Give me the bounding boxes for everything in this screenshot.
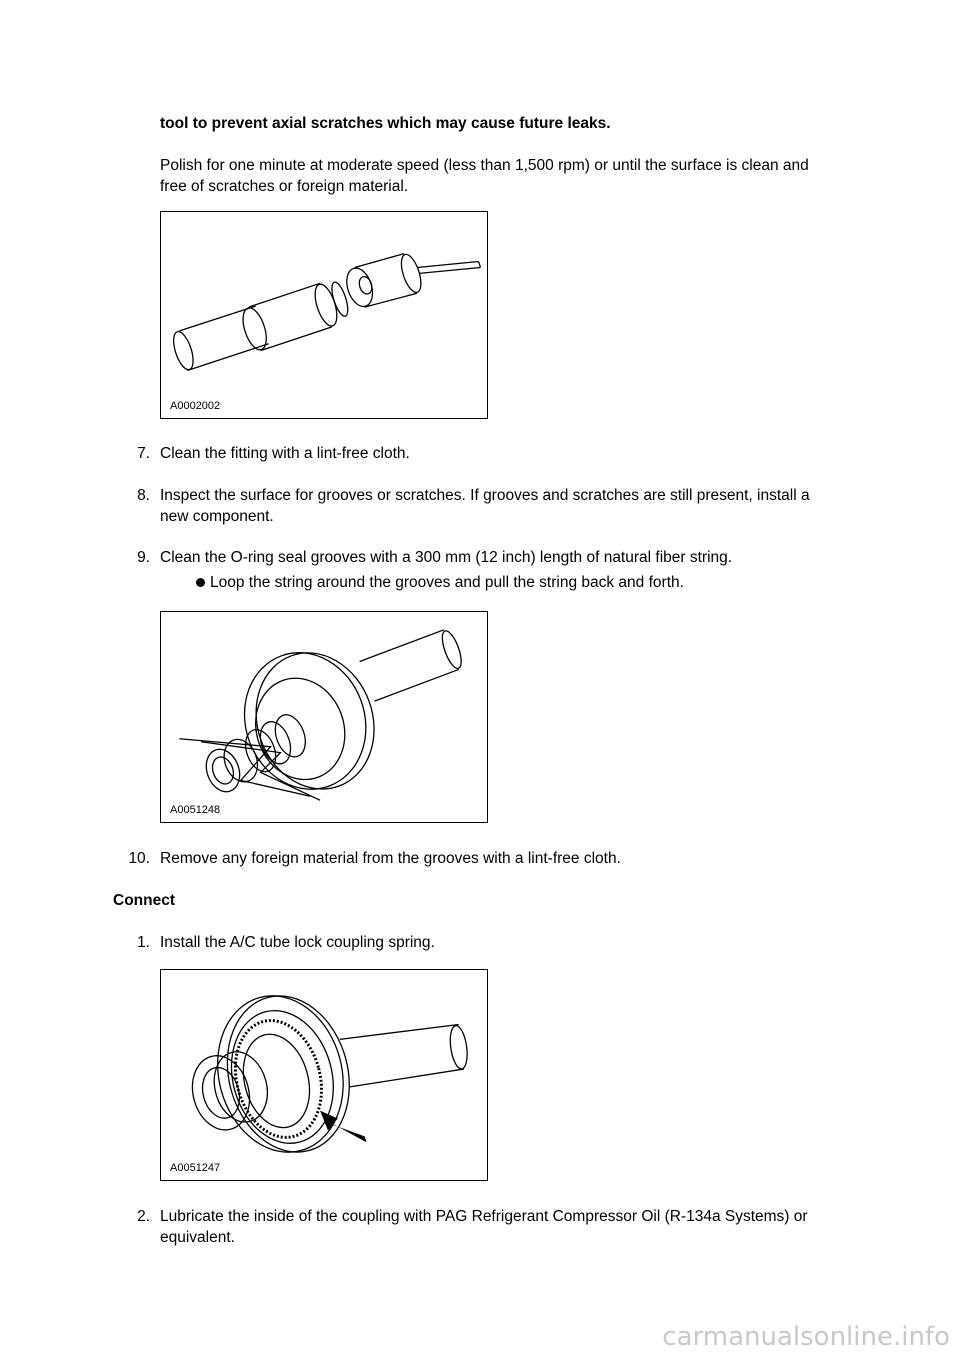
step-text-continuation: equivalent. (160, 1229, 235, 1246)
step-number: 8. (137, 487, 150, 504)
figure-string-groove (160, 611, 488, 823)
step-number: 10. (128, 850, 150, 867)
figure-id-label: A0051247 (170, 1162, 221, 1174)
bullet-text: Loop the string around the grooves and pull the string back and forth. (210, 574, 684, 591)
watermark: carmanualsonline.info (662, 1322, 950, 1352)
step-text-continuation: new component. (160, 508, 274, 525)
step-text: Clean the fitting with a lint-free cloth. (160, 445, 410, 462)
polish-instruction-line-1: Polish for one minute at moderate speed (less than 1,500 rpm) or until the surface is clean and (160, 157, 809, 174)
intro-bold-line: tool to prevent axial scratches which may cause future leaks. (160, 115, 611, 132)
step-number: 7. (137, 445, 150, 462)
step-text: Remove any foreign material from the grooves with a lint-free cloth. (160, 850, 621, 867)
step-text: Install the A/C tube lock coupling spring. (160, 934, 435, 951)
step-text: Clean the O-ring seal grooves with a 300 mm (12 inch) length of natural fiber string. (160, 549, 733, 566)
step-text: Lubricate the inside of the coupling with PAG Refrigerant Compressor Oil (R-134a Systems) or (160, 1208, 808, 1225)
polish-instruction-line-2: free of scratches or foreign material. (160, 178, 409, 195)
polish-tool-illustration (161, 212, 487, 418)
bullet-icon (196, 578, 205, 587)
coupling-spring-illustration (161, 970, 487, 1180)
step-number: 2. (137, 1208, 150, 1225)
section-heading-connect: Connect (113, 892, 175, 909)
figure-polish-tool (160, 211, 488, 419)
figure-id-label: A0002002 (170, 400, 221, 412)
step-number: 1. (137, 934, 150, 951)
figure-coupling-spring (160, 969, 488, 1181)
step-text: Inspect the surface for grooves or scratches. If grooves and scratches are still present, install a (160, 487, 810, 504)
figure-id-label: A0051248 (170, 804, 221, 816)
string-groove-illustration (161, 612, 487, 822)
step-number: 9. (137, 549, 150, 566)
